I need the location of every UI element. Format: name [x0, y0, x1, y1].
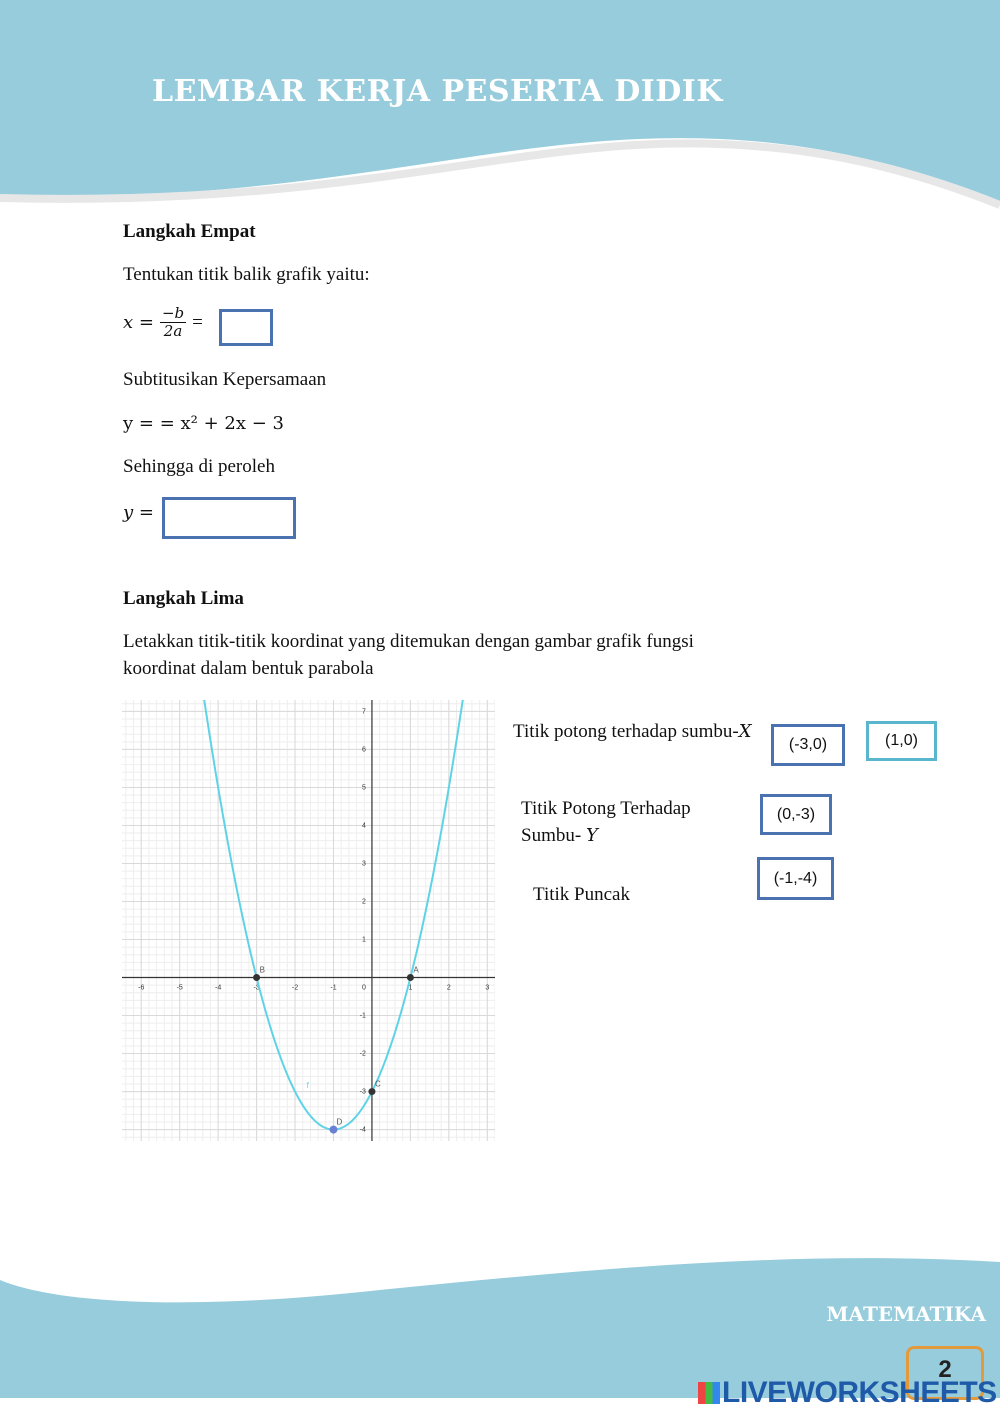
y-tick-label: 1	[362, 936, 366, 944]
x-tick-label: -3	[253, 984, 260, 992]
step5-instruction-line1: Letakkan titik-titik koordinat yang ditemukan dengan gambar grafik fungsi	[123, 631, 694, 652]
point-label: C	[374, 1079, 381, 1089]
x-tick-label: 3	[485, 984, 490, 992]
y-lhs: y =	[123, 502, 154, 523]
point-c	[368, 1088, 375, 1095]
y-tick-label: 2	[362, 898, 366, 906]
equation: y = = x² + 2x − 3	[123, 413, 284, 434]
step5-instruction-line2: koordinat dalam bentuk parabola	[123, 658, 374, 679]
point-label: B	[259, 965, 265, 975]
y-tick-label: 7	[362, 708, 366, 716]
vertex-label: Titik Puncak	[533, 884, 630, 905]
y-tick-label: 6	[362, 746, 366, 754]
y-vertex-answer-box[interactable]	[162, 497, 296, 539]
liveworksheets-logo-icon	[698, 1382, 720, 1404]
fraction-denominator: 2a	[163, 322, 183, 340]
point-b	[253, 974, 260, 981]
y-tick-label: -4	[359, 1126, 366, 1134]
step4-heading: Langkah Empat	[123, 221, 256, 242]
point-d	[329, 1126, 337, 1134]
y-tick-label: -1	[359, 1012, 366, 1020]
y-tick-label: 3	[362, 860, 366, 868]
answer-tile[interactable]: (-3,0)	[771, 724, 845, 766]
y-intercept-label-line2	[521, 825, 598, 847]
point-label: D	[336, 1117, 343, 1127]
substitute-label: Subtitusikan Kepersamaan	[123, 369, 327, 390]
y-tick-label: 5	[362, 784, 366, 792]
y-axis-symbol: Y	[585, 825, 598, 846]
page-title: LEMBAR KERJA PESERTA DIDIK	[152, 74, 723, 109]
x-vertex-answer-box[interactable]	[219, 309, 273, 346]
answer-tile[interactable]: (1,0)	[866, 721, 937, 761]
step5-heading: Langkah Lima	[123, 588, 244, 609]
watermark-text: LIVEWORKSHEETS	[722, 1376, 997, 1409]
y-tick-label: 4	[362, 822, 366, 830]
liveworksheets-watermark	[698, 1376, 997, 1410]
point-label: A	[413, 965, 419, 975]
x-tick-label: -6	[138, 984, 145, 992]
x-intercept-text: Titik potong terhadap sumbu-	[513, 721, 739, 742]
x-tick-label: -4	[215, 984, 222, 992]
fraction-numerator: −b	[161, 304, 185, 322]
y-intercept-text: Sumbu-	[521, 825, 586, 846]
x-tick-label: 0	[361, 984, 366, 992]
x-axis-symbol: X	[738, 721, 752, 742]
point-a	[407, 974, 414, 981]
x-tick-label: -2	[291, 984, 299, 992]
y-intercept-label-line1: Titik Potong Terhadap	[521, 798, 691, 819]
page-number: 2	[938, 1356, 952, 1383]
x-tick-label: -5	[176, 984, 183, 992]
answer-tile[interactable]: (0,-3)	[760, 794, 832, 835]
y-tick-label: -3	[359, 1088, 366, 1096]
footer-subject: MATEMATIKA	[826, 1302, 986, 1326]
answer-tile[interactable]: (-1,-4)	[757, 857, 834, 900]
result-label: Sehingga di peroleh	[123, 456, 275, 477]
equals-sign: =	[192, 311, 203, 333]
x-intercept-label	[513, 721, 752, 743]
curve-label: f	[306, 1080, 309, 1090]
y-tick-label: -2	[359, 1050, 366, 1058]
x-tick-label: 2	[446, 984, 451, 992]
x-tick-label: -1	[330, 984, 337, 992]
fraction	[160, 305, 186, 340]
x-tick-label: 1	[408, 984, 413, 992]
vertex-x-formula	[123, 305, 203, 340]
step4-instruction: Tentukan titik balik grafik yaitu:	[123, 264, 370, 285]
parabola-graph	[122, 700, 495, 1141]
x-lhs: x =	[123, 312, 154, 333]
